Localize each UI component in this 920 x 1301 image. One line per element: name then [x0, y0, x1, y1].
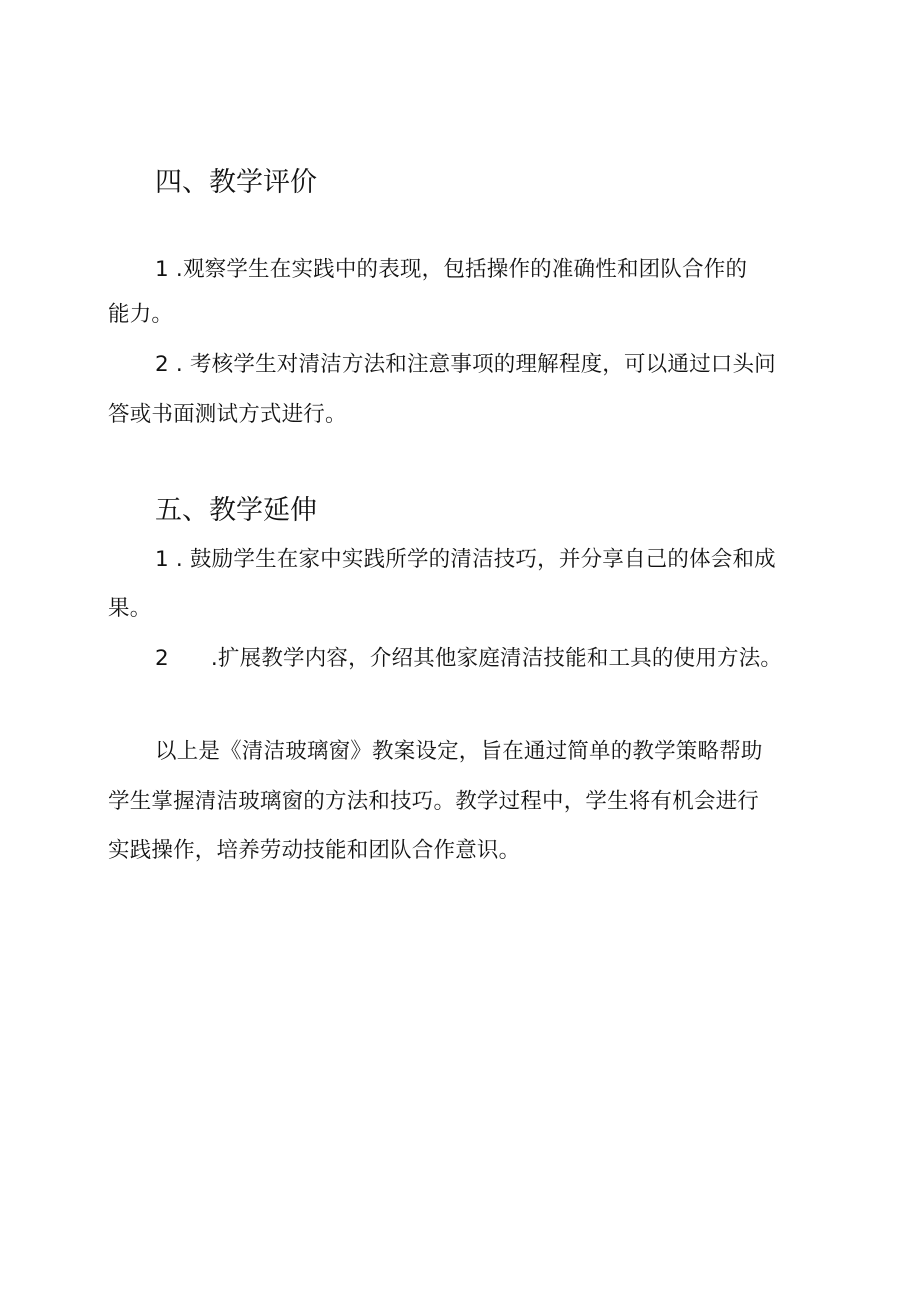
- section-4-item-2-line-1: 2 . 考核学生对清洁方法和注意事项的理解程度，可以通过口头问: [155, 352, 776, 377]
- section-4-item-1-line-1: 1 .观察学生在实践中的表现，包括操作的准确性和团队合作的: [155, 257, 748, 282]
- conclusion-line-3: 实践操作，培养劳动技能和团队合作意识。: [108, 838, 521, 863]
- section-4-heading: 四、教学评价: [155, 167, 317, 198]
- section-5-heading: 五、教学延伸: [155, 495, 317, 526]
- section-5-item-2-number: 2: [155, 646, 169, 671]
- section-5-item-2: [155, 644, 782, 674]
- section-5-item-2-text: .扩展教学内容，介绍其他家庭清洁技能和工具的使用方法。: [210, 646, 783, 671]
- section-4-item-1-line-2: 能力。: [108, 302, 174, 327]
- section-5-item-1-line-2: 果。: [108, 596, 152, 621]
- conclusion-line-2: 学生掌握清洁玻璃窗的方法和技巧。教学过程中，学生将有机会进行: [108, 789, 760, 814]
- section-4-item-2-line-2: 答或书面测试方式进行。: [108, 402, 347, 427]
- conclusion-line-1: 以上是《清洁玻璃窗》教案设定，旨在通过简单的教学策略帮助: [155, 739, 763, 764]
- section-5-item-1-line-1: 1 . 鼓励学生在家中实践所学的清洁技巧，并分享自己的体会和成: [155, 547, 776, 572]
